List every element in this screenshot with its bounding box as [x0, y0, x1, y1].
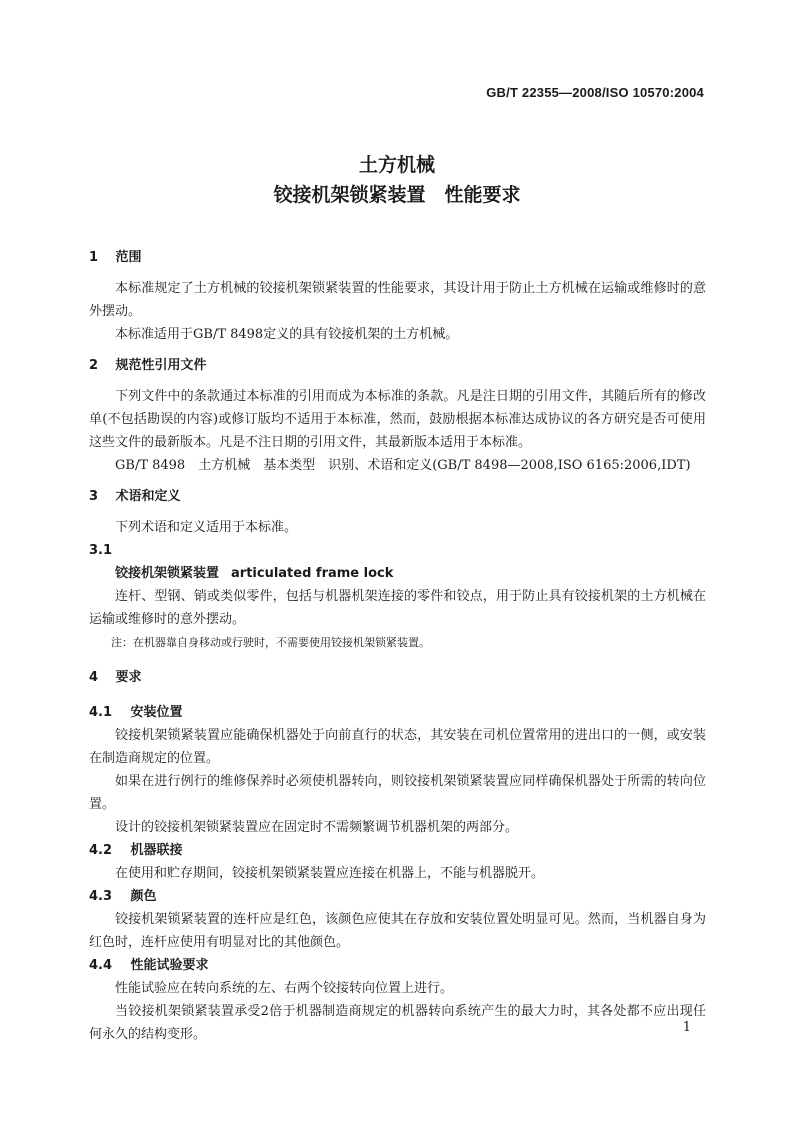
subsection-4-1-paragraph-3: 设计的铰接机架锁紧装置应在固定时不需频繁调节机器机架的两部分。	[115, 820, 519, 835]
section-1-heading	[89, 246, 706, 269]
term-definition: 连杆、型钢、销或类似零件，包括与机器机架连接的零件和铰点，用于防止具有铰接机架的土方机械在运输或维修时的意外摆动。	[89, 589, 706, 627]
document-body	[89, 246, 706, 1046]
document-title	[0, 150, 794, 210]
subsection-title: 性能试验要求	[130, 958, 209, 973]
section-3-paragraph-1: 下列术语和定义适用于本标准。	[115, 520, 298, 535]
normative-reference: GB/T 8498 土方机械 基本类型 识别、术语和定义(GB/T 8498—2008,ISO 6165:2006,IDT)	[115, 458, 691, 473]
subsection-number: 4.4	[89, 958, 113, 973]
section-title: 范围	[115, 250, 142, 265]
term-name	[89, 562, 706, 585]
subsection-4-4-paragraph-2: 当铰接机架锁紧装置承受2倍于机器制造商规定的机器转向系统产生的最大力时，其各处都不应出现任何永久的结构变形。	[89, 1004, 706, 1042]
section-title: 规范性引用文件	[115, 358, 207, 373]
subsection-number: 4.2	[89, 843, 113, 858]
subsection-title: 机器联接	[130, 843, 183, 858]
subsection-4-2-paragraph-1: 在使用和贮存期间，铰接机架锁紧装置应连接在机器上，不能与机器脱开。	[115, 866, 545, 881]
section-number: 3	[89, 489, 99, 504]
subsection-4-1-paragraph-2: 如果在进行例行的维修保养时必须使机器转向，则铰接机架锁紧装置应同样确保机器处于所需的转向位置。	[89, 774, 706, 812]
subsection-title: 安装位置	[130, 705, 183, 720]
section-1-paragraph-1: 本标准规定了土方机械的铰接机架锁紧装置的性能要求，其设计用于防止土方机械在运输或维修时的意外摆动。	[89, 281, 706, 319]
subsection-title: 颜色	[130, 889, 157, 904]
section-number: 2	[89, 358, 99, 373]
subsection-4-3-paragraph-1: 铰接机架锁紧装置的连杆应是红色，该颜色应使其在存放和安装位置处明显可见。然而，当机器自身为红色时，连杆应使用有明显对比的其他颜色。	[89, 912, 706, 950]
term-name-zh: 铰接机架锁紧装置	[115, 566, 220, 581]
section-1-paragraph-2: 本标准适用于GB/T 8498定义的具有铰接机架的土方机械。	[115, 327, 459, 342]
section-2-paragraph-1: 下列文件中的条款通过本标准的引用而成为本标准的条款。凡是注日期的引用文件，其随后所有的修改单(不包括勘误的内容)或修订版均不适用于本标准，然而，鼓励根据本标准达成协议的各方研究是否可使用这些文件的最新版本。凡是不注日期的引用文件，其最新版本适用于本标准。	[89, 389, 706, 450]
section-title: 术语和定义	[115, 489, 181, 504]
term-number: 3.1	[89, 543, 113, 558]
title-line-2: 铰接机架锁紧装置 性能要求	[273, 184, 521, 206]
term-name-en: articulated frame lock	[231, 566, 394, 581]
title-line-1: 土方机械	[358, 154, 435, 176]
subsection-4-1-heading	[89, 701, 706, 724]
section-number: 1	[89, 250, 99, 265]
page-number: 1	[682, 1020, 691, 1035]
subsection-4-1-paragraph-1: 铰接机架锁紧装置应能确保机器处于向前直行的状态，其安装在司机位置常用的进出口的一侧，或安装在制造商规定的位置。	[89, 728, 706, 766]
subsection-4-2-heading	[89, 839, 706, 862]
term-note: 注：在机器靠自身移动或行驶时，不需要使用铰接机架锁紧装置。	[111, 636, 430, 649]
standard-number: GB/T 22355—2008/ISO 10570:2004	[486, 85, 704, 100]
subsection-number: 4.3	[89, 889, 113, 904]
section-3-heading	[89, 485, 706, 508]
section-4-heading	[89, 666, 706, 689]
subsection-4-4-heading	[89, 954, 706, 977]
subsection-4-3-heading	[89, 885, 706, 908]
section-title: 要求	[115, 670, 142, 685]
subsection-4-4-paragraph-1: 性能试验应在转向系统的左、右两个铰接转向位置上进行。	[115, 981, 454, 996]
section-2-heading	[89, 354, 706, 377]
section-number: 4	[89, 670, 99, 685]
subsection-number: 4.1	[89, 705, 113, 720]
